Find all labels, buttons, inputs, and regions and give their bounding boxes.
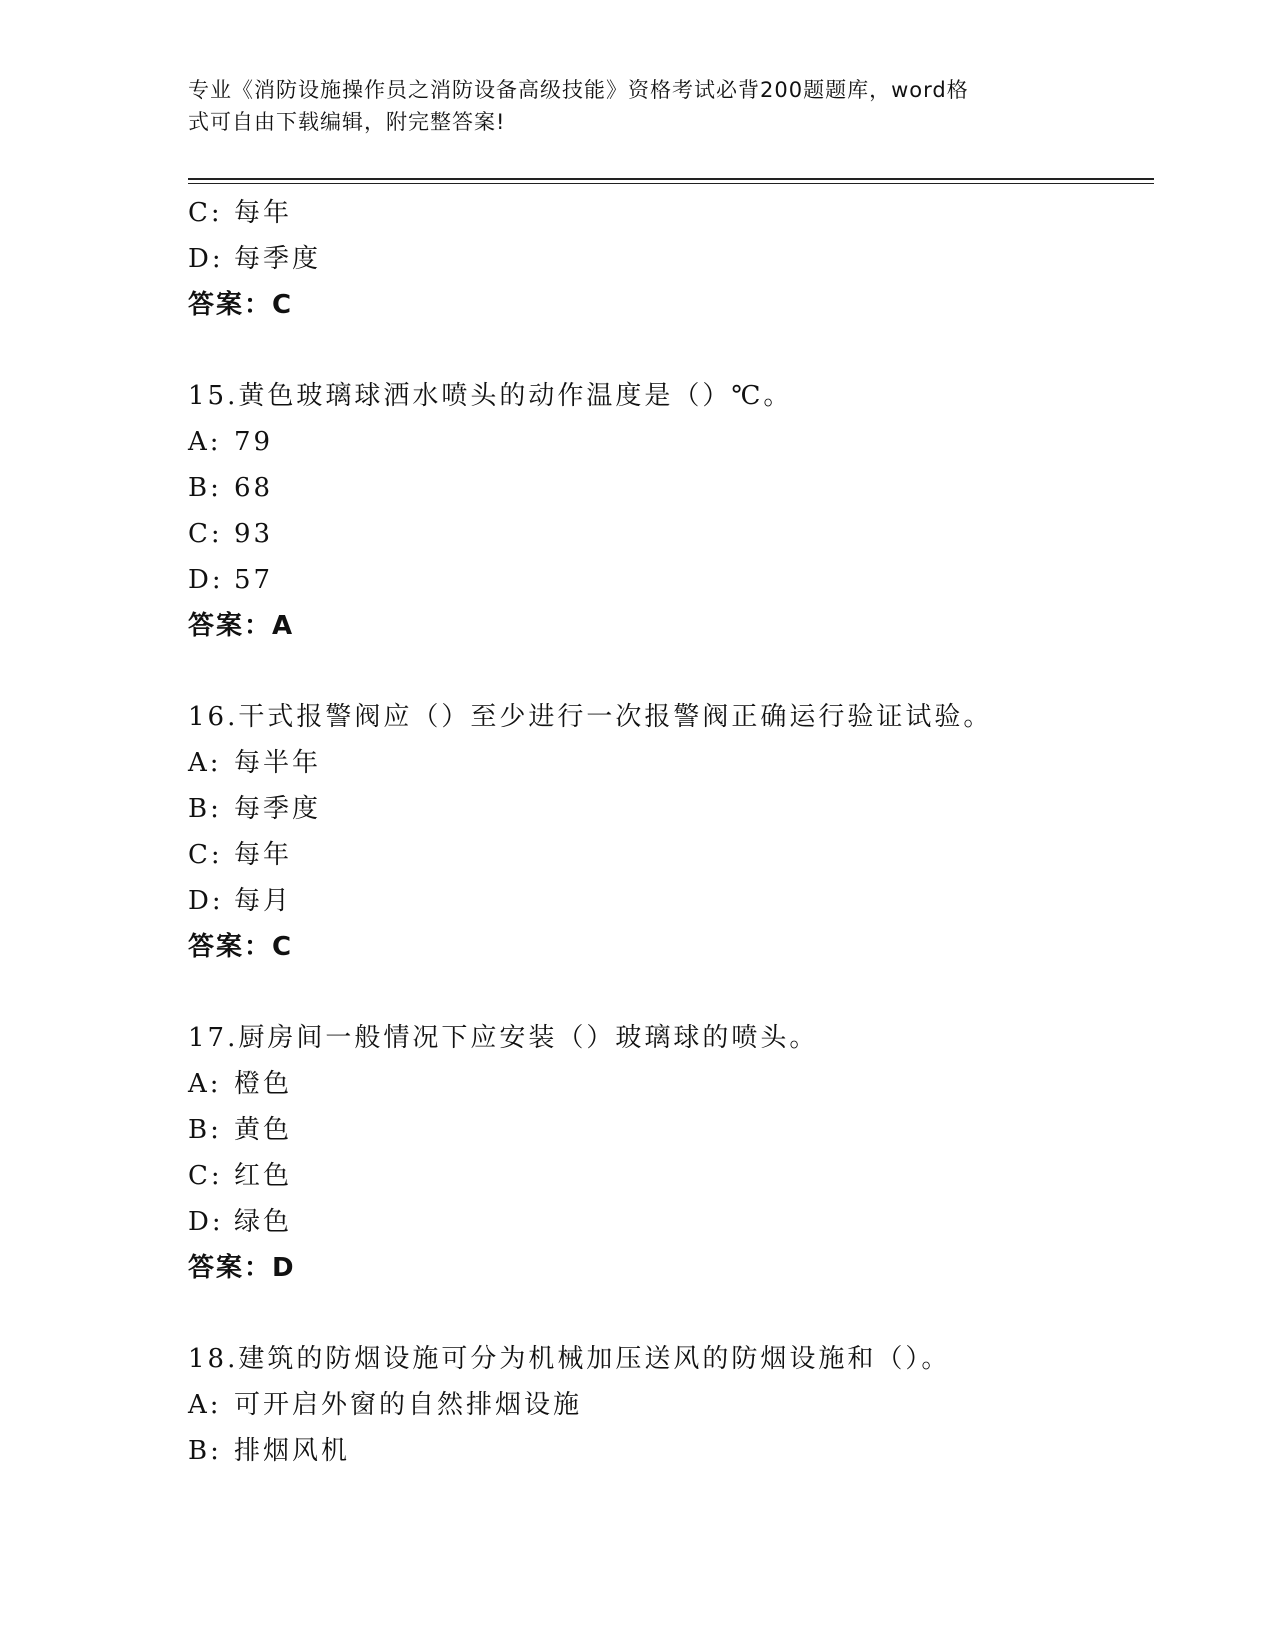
document-header: [188, 74, 1088, 138]
previous-question: [188, 190, 1154, 328]
question-18: [188, 1336, 1154, 1474]
option-text: 红色: [234, 1161, 293, 1191]
option-a: [188, 1061, 1154, 1107]
option-c: [188, 832, 1154, 878]
question-stem: 16.干式报警阀应（）至少进行一次报警阀正确运行验证试验。: [188, 702, 993, 732]
option-label: A:: [188, 748, 222, 778]
option-label: C:: [188, 198, 223, 228]
option-label: D:: [188, 565, 224, 595]
option-c: [188, 1153, 1154, 1199]
option-a: [188, 419, 1154, 465]
option-text: 可开启外窗的自然排烟设施: [234, 1390, 583, 1420]
option-a: [188, 740, 1154, 786]
answer-line: 答案：C: [188, 290, 294, 320]
header-divider-thick: [188, 178, 1154, 180]
answer-line: 答案：C: [188, 932, 294, 962]
question-list: [188, 190, 1154, 1474]
option-text: 每年: [234, 840, 293, 870]
option-label: A:: [188, 427, 222, 457]
option-text: 每季度: [234, 244, 322, 274]
option-text: 黄色: [234, 1115, 293, 1145]
question-17: [188, 1015, 1154, 1291]
option-text: 每月: [234, 886, 293, 916]
header-line-1: 专业《消防设施操作员之消防设备高级技能》资格考试必背200题题库，word格: [188, 78, 969, 102]
question-16: [188, 694, 1154, 970]
option-label: B:: [188, 1436, 222, 1466]
option-d: [188, 1199, 1154, 1245]
option-b: [188, 1428, 1154, 1474]
option-label: C:: [188, 1161, 223, 1191]
question-stem: 15.黄色玻璃球洒水喷头的动作温度是（）℃。: [188, 381, 793, 411]
option-label: A:: [188, 1390, 222, 1420]
option-label: D:: [188, 1207, 224, 1237]
option-text: 57: [234, 565, 274, 595]
option-label: A:: [188, 1069, 222, 1099]
option-label: B:: [188, 794, 222, 824]
option-c: [188, 190, 1154, 236]
option-a: [188, 1382, 1154, 1428]
answer-line: 答案：D: [188, 1253, 296, 1283]
option-label: B:: [188, 1115, 222, 1145]
question-15: [188, 373, 1154, 649]
option-d: [188, 878, 1154, 924]
answer-line: 答案：A: [188, 611, 295, 641]
option-b: [188, 465, 1154, 511]
option-text: 79: [234, 427, 274, 457]
header-divider-thin: [188, 183, 1154, 184]
option-text: 93: [234, 519, 274, 549]
option-label: D:: [188, 244, 224, 274]
option-label: C:: [188, 840, 223, 870]
option-d: [188, 236, 1154, 282]
option-text: 橙色: [234, 1069, 293, 1099]
option-b: [188, 1107, 1154, 1153]
option-c: [188, 511, 1154, 557]
option-b: [188, 786, 1154, 832]
option-d: [188, 557, 1154, 603]
option-text: 绿色: [234, 1207, 293, 1237]
header-line-2: 式可自由下载编辑，附完整答案!: [188, 110, 506, 134]
question-stem: 18.建筑的防烟设施可分为机械加压送风的防烟设施和（）。: [188, 1344, 951, 1374]
question-stem: 17.厨房间一般情况下应安装（）玻璃球的喷头。: [188, 1023, 819, 1053]
option-text: 每季度: [234, 794, 322, 824]
option-label: C:: [188, 519, 223, 549]
option-text: 68: [234, 473, 274, 503]
option-label: D:: [188, 886, 224, 916]
option-label: B:: [188, 473, 222, 503]
option-text: 排烟风机: [234, 1436, 351, 1466]
option-text: 每年: [234, 198, 293, 228]
option-text: 每半年: [234, 748, 322, 778]
